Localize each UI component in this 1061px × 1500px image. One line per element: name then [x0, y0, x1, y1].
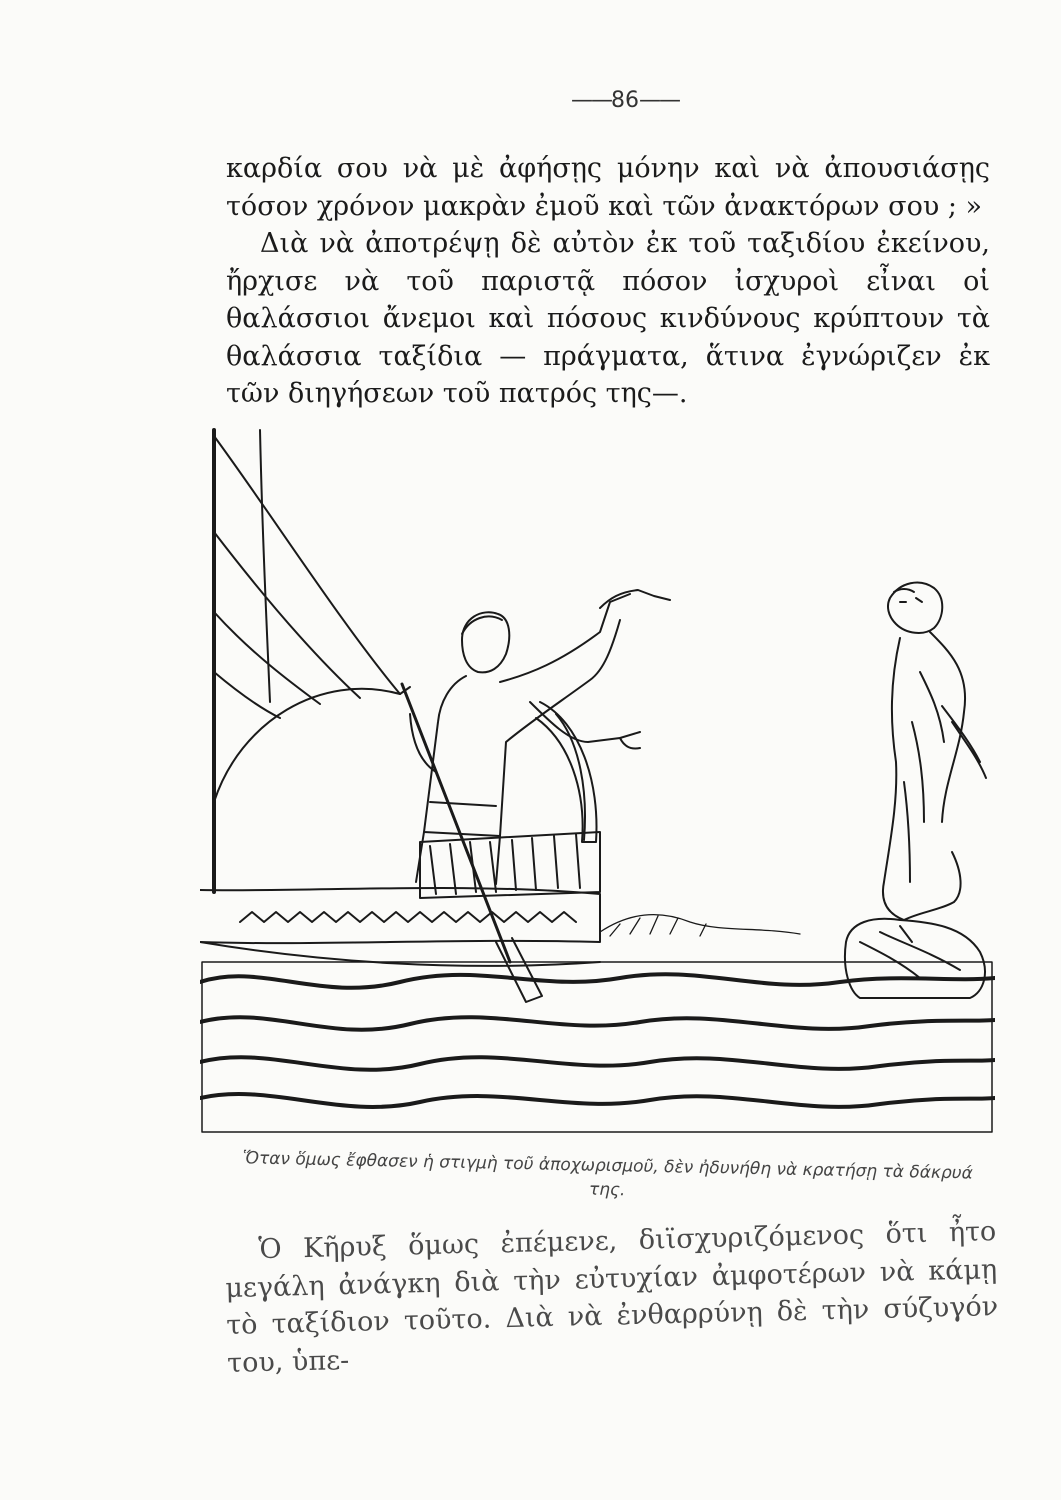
- top-text-block: [226, 150, 990, 413]
- paragraph-3: Ὁ Κῆρυξ ὅμως ἐπέμενε, διϊσχυριζόμενος ὅτι ἦτο μεγάλη ἀνάγκη διὰ τὴν εὐτυχίαν ἀμφοτέρων νὰ κάμῃ τὸ ταξίδιον τοῦτο. Διὰ νὰ ἐνθαρρύνῃ δὲ τὴν σύζυγόν του, ὑπε-: [224, 1216, 999, 1379]
- hills: [600, 915, 800, 936]
- paragraph-1: καρδία σου νὰ μὲ ἀφήσῃς μόνην καὶ νὰ ἀπουσιάσῃς τόσον χρόνον μακρὰν ἐμοῦ καὶ τῶν ἀνακτόρων σου ; »: [226, 153, 990, 222]
- rock: [845, 919, 985, 998]
- woman-figure: [883, 583, 986, 920]
- illustration: [200, 422, 995, 1136]
- sail: [214, 430, 410, 892]
- boat-bow: [536, 702, 597, 842]
- waves: [200, 974, 995, 1107]
- boat-hull: [200, 832, 600, 966]
- page-number: ——86——: [571, 88, 679, 113]
- illustration-caption: Ὅταν ὅμως ἔφθασεν ἡ στιγμὴ τοῦ ἀποχωρισμοῦ, δὲν ἠδυνήθη νὰ κρατήσῃ τὰ δάκρυά της.: [242, 1148, 974, 1201]
- bottom-text-block: [224, 1213, 999, 1382]
- paragraph-2: Διὰ νὰ ἀποτρέψῃ δὲ αὐτὸν ἐκ τοῦ ταξιδίου ἐκείνου, ἤρχισε νὰ τοῦ παριστᾷ πόσον ἰσχυροὶ εἶναι οἱ θαλάσσιοι ἄνεμοι καὶ πόσους κινδύνους κρύπτουν τὰ θαλάσσια ταξίδια — πράγματα, ἅτινα ἐγνώριζεν ἐκ τῶν διηγήσεων τοῦ πατρός της—.: [226, 228, 990, 409]
